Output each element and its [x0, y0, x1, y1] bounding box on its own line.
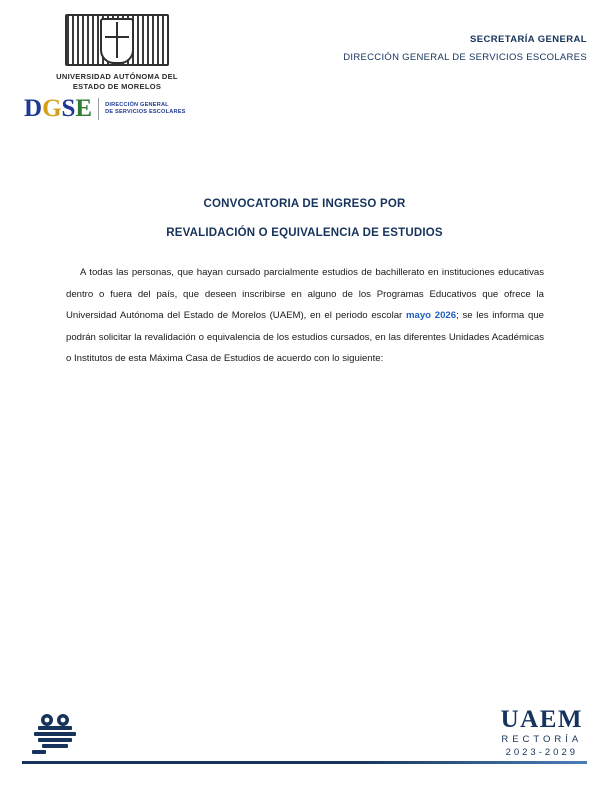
intro-paragraph: [66, 262, 544, 370]
document-header: [0, 0, 609, 130]
university-identity: [22, 14, 212, 92]
direccion-general-label: DIRECCIÓN GENERAL DE SERVICIOS ESCOLARES: [343, 52, 587, 63]
dgse-letter-s: S: [61, 95, 76, 122]
title-line-2: REVALIDACIÓN O EQUIVALENCIA DE ESTUDIOS: [166, 227, 443, 239]
paragraph-part-2: ; se les informa que podrán solicitar la revalidación o equivalencia de los estudios cursados, en las diferentes Unidades Académicas o Institutos de esta Máxima Casa de Estudios de acuerdo con lo siguiente:: [66, 310, 544, 364]
page-title: [0, 196, 609, 241]
footer-divider: [22, 761, 587, 764]
title-line-1: CONVOCATORIA DE INGRESO POR: [203, 198, 406, 210]
dgse-letter-e: E: [75, 95, 93, 122]
university-name: UNIVERSIDAD AUTÓNOMA DEL ESTADO DE MORELOS: [56, 72, 178, 91]
header-department-info: [343, 34, 587, 63]
term-highlight: mayo 2026: [405, 310, 457, 321]
dgse-letter-d: D: [24, 95, 43, 122]
rectoria-label: RECTORÍA: [501, 734, 583, 745]
dgse-subtitle: DIRECCIÓN GENERAL DE SERVICIOS ESCOLARES: [105, 101, 186, 115]
dgse-logo: [24, 96, 186, 122]
uaem-crest-icon: [65, 14, 169, 66]
dgse-letter-g: G: [42, 95, 62, 122]
rectoria-years: 2023-2029: [505, 747, 579, 758]
uaem-rectoria-logo: [501, 707, 583, 758]
dgse-divider: [98, 98, 99, 120]
aztec-glyph-icon: [30, 712, 88, 756]
uaem-wordmark: UAEM: [500, 706, 583, 733]
document-footer: [0, 678, 609, 788]
secretaria-general-label: SECRETARÍA GENERAL: [470, 34, 587, 45]
paragraph-part-1: A todas las personas, que hayan cursado parcialmente estudios de bachillerato en instituciones educativas dentro o fuera del país, que deseen inscribirse en alguno de los Programas Educativos que ofrece la Universidad Autónoma del Estado de Morelos (UAEM), en el periodo escolar: [66, 267, 544, 321]
